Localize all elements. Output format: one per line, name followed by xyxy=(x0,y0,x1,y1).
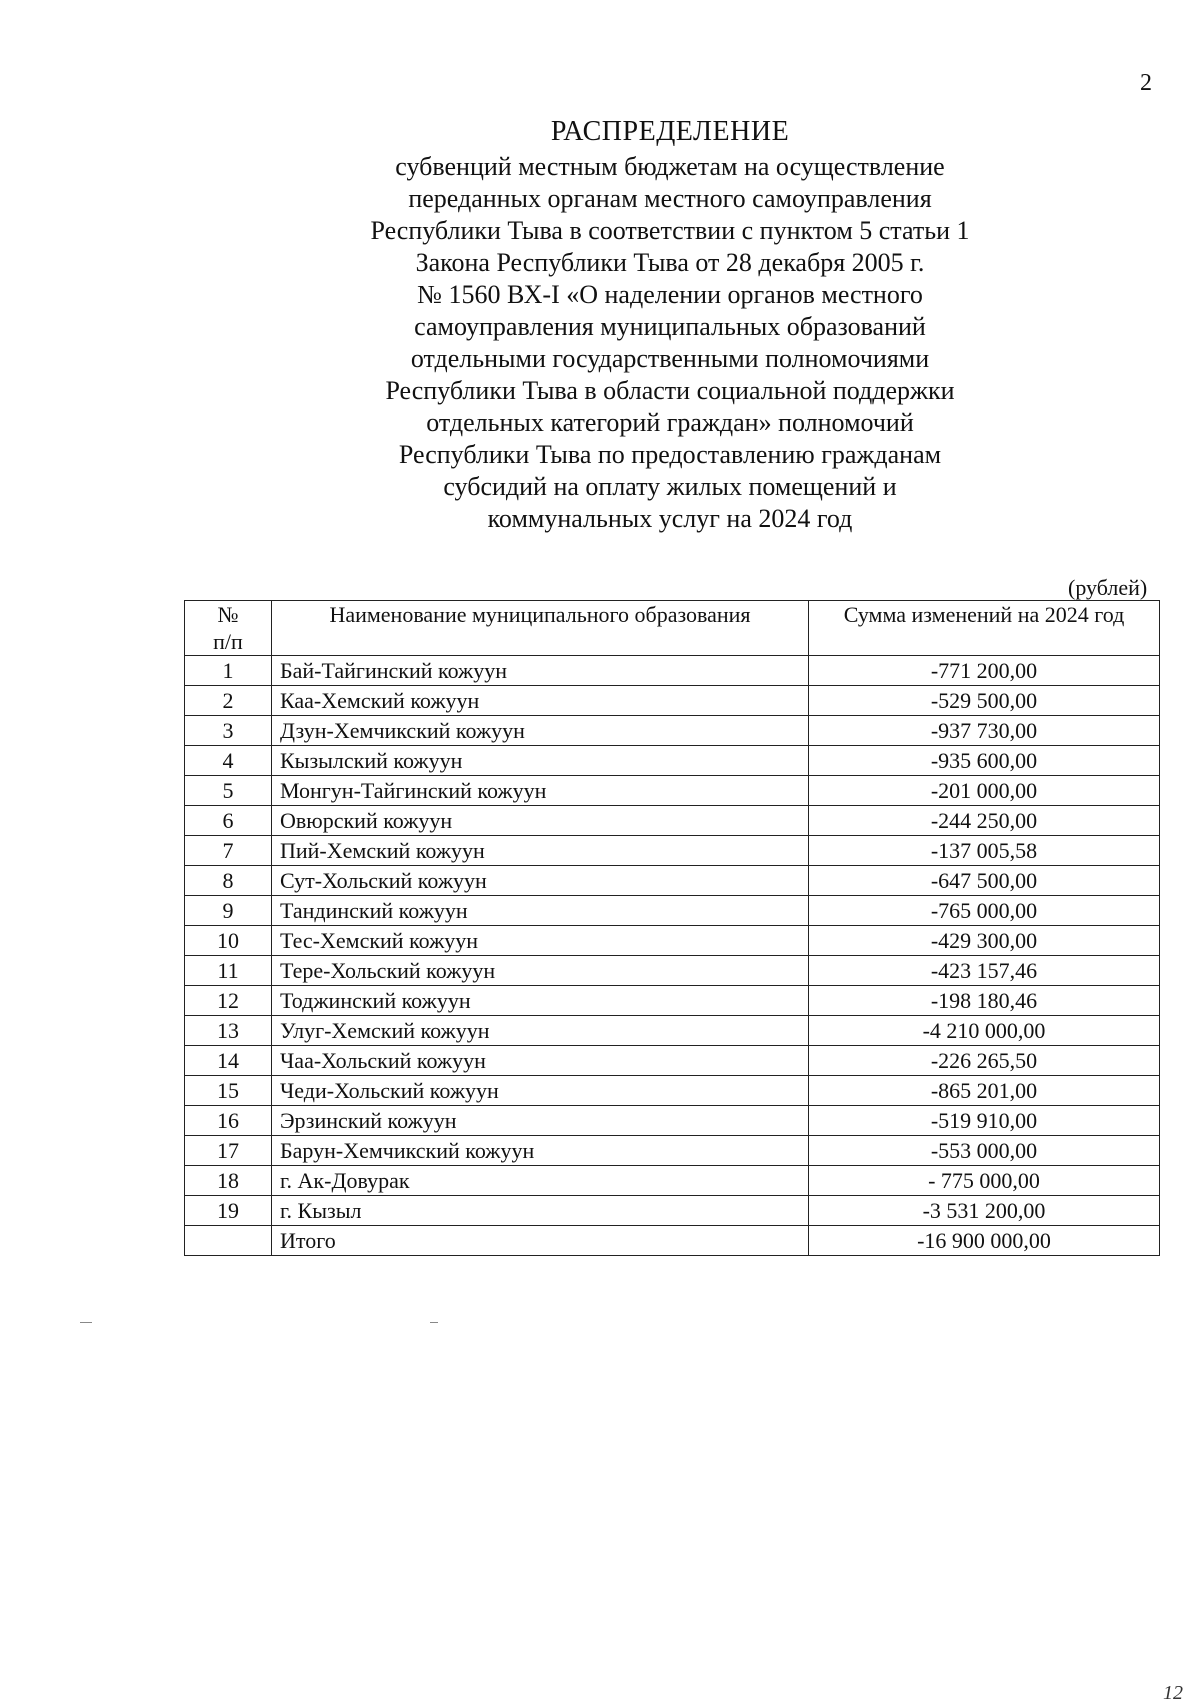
table-row xyxy=(185,1076,1160,1106)
row-sum: -771 200,00 xyxy=(809,656,1160,686)
row-name: Тере-Хольский кожуун xyxy=(272,956,809,986)
row-sum: -137 005,58 xyxy=(809,836,1160,866)
table-header-row xyxy=(185,601,1160,656)
row-number: 14 xyxy=(185,1046,272,1076)
row-number: 9 xyxy=(185,896,272,926)
row-number: 7 xyxy=(185,836,272,866)
table-row xyxy=(185,836,1160,866)
row-sum: -529 500,00 xyxy=(809,686,1160,716)
scan-mark xyxy=(430,1322,438,1323)
row-sum: -553 000,00 xyxy=(809,1136,1160,1166)
row-name: Тоджинский кожуун xyxy=(272,986,809,1016)
total-label: Итого xyxy=(272,1226,809,1256)
page-number: 2 xyxy=(1140,70,1152,96)
subtitle-line: коммунальных услуг на 2024 год xyxy=(487,504,853,533)
row-number: 5 xyxy=(185,776,272,806)
table-row xyxy=(185,806,1160,836)
row-sum: -244 250,00 xyxy=(809,806,1160,836)
table-row xyxy=(185,986,1160,1016)
subtitle-line: субвенций местным бюджетам на осуществление xyxy=(395,152,945,181)
row-sum: - 775 000,00 xyxy=(809,1166,1160,1196)
row-sum: -935 600,00 xyxy=(809,746,1160,776)
header-number-line2: п/п xyxy=(213,629,243,654)
table-row xyxy=(185,656,1160,686)
subtitle-line: самоуправления муниципальных образований xyxy=(414,312,926,341)
row-name: Тандинский кожуун xyxy=(272,896,809,926)
row-sum: -226 265,50 xyxy=(809,1046,1160,1076)
row-number: 15 xyxy=(185,1076,272,1106)
table-row xyxy=(185,1196,1160,1226)
document-title-block xyxy=(310,115,1030,535)
table-row xyxy=(185,1046,1160,1076)
row-sum: -423 157,46 xyxy=(809,956,1160,986)
row-name: Монгун-Тайгинский кожуун xyxy=(272,776,809,806)
row-name: Бай-Тайгинский кожуун xyxy=(272,656,809,686)
total-sum: -16 900 000,00 xyxy=(809,1226,1160,1256)
subtitle-line: Республики Тыва в соответствии с пунктом 5 статьи 1 xyxy=(370,216,970,245)
row-number: 1 xyxy=(185,656,272,686)
subtitle-line: Республики Тыва в области социальной поддержки xyxy=(385,376,955,405)
row-sum: -198 180,46 xyxy=(809,986,1160,1016)
table-row xyxy=(185,866,1160,896)
subtitle-line: Республики Тыва по предоставлению гражданам xyxy=(398,440,942,469)
row-sum: -429 300,00 xyxy=(809,926,1160,956)
row-sum: -937 730,00 xyxy=(809,716,1160,746)
row-sum: -519 910,00 xyxy=(809,1106,1160,1136)
row-name: Чеди-Хольский кожуун xyxy=(272,1076,809,1106)
table-row xyxy=(185,1136,1160,1166)
row-sum: -865 201,00 xyxy=(809,1076,1160,1106)
row-name: Эрзинский кожуун xyxy=(272,1106,809,1136)
row-name: Каа-Хемский кожуун xyxy=(272,686,809,716)
row-name: г. Кызыл xyxy=(272,1196,809,1226)
subtitle-line: отдельных категорий граждан» полномочий xyxy=(426,408,914,437)
row-sum: -4 210 000,00 xyxy=(809,1016,1160,1046)
distribution-table xyxy=(184,600,1160,1256)
row-number: 12 xyxy=(185,986,272,1016)
subtitle-line: субсидий на оплату жилых помещений и xyxy=(443,472,897,501)
header-number-line1: № xyxy=(217,602,239,627)
table-row xyxy=(185,1166,1160,1196)
row-number: 19 xyxy=(185,1196,272,1226)
row-name: Улуг-Хемский кожуун xyxy=(272,1016,809,1046)
row-sum: -647 500,00 xyxy=(809,866,1160,896)
row-name: Чаа-Хольский кожуун xyxy=(272,1046,809,1076)
row-name: Кызылский кожуун xyxy=(272,746,809,776)
total-row xyxy=(185,1226,1160,1256)
margin-note: 12 xyxy=(1163,1682,1183,1704)
row-number: 3 xyxy=(185,716,272,746)
row-sum: -3 531 200,00 xyxy=(809,1196,1160,1226)
row-number: 10 xyxy=(185,926,272,956)
table-row xyxy=(185,686,1160,716)
subtitle-line: № 1560 ВХ-I «О наделении органов местного xyxy=(417,280,923,309)
header-name: Наименование муниципального образования xyxy=(272,601,809,656)
row-number: 13 xyxy=(185,1016,272,1046)
table-row xyxy=(185,956,1160,986)
row-name: г. Ак-Довурак xyxy=(272,1166,809,1196)
row-sum: -765 000,00 xyxy=(809,896,1160,926)
subtitle-line: отдельными государственными полномочиями xyxy=(410,344,930,373)
row-name: Тес-Хемский кожуун xyxy=(272,926,809,956)
row-name: Сут-Хольский кожуун xyxy=(272,866,809,896)
table-row xyxy=(185,896,1160,926)
units-label: (рублей) xyxy=(1068,575,1148,600)
row-number: 6 xyxy=(185,806,272,836)
table-row xyxy=(185,716,1160,746)
scan-mark xyxy=(80,1322,92,1323)
row-number: 11 xyxy=(185,956,272,986)
row-number: 4 xyxy=(185,746,272,776)
row-number: 17 xyxy=(185,1136,272,1166)
row-number: 2 xyxy=(185,686,272,716)
header-sum: Сумма изменений на 2024 год xyxy=(809,601,1160,656)
document-title: РАСПРЕДЕЛЕНИЕ xyxy=(550,116,790,147)
row-name: Овюрский кожуун xyxy=(272,806,809,836)
row-sum: -201 000,00 xyxy=(809,776,1160,806)
subtitle-line: переданных органам местного самоуправления xyxy=(408,184,932,213)
total-number xyxy=(185,1226,272,1256)
row-number: 16 xyxy=(185,1106,272,1136)
row-name: Пий-Хемский кожуун xyxy=(272,836,809,866)
table-row xyxy=(185,926,1160,956)
table-row xyxy=(185,1016,1160,1046)
header-number xyxy=(185,601,272,656)
table-row xyxy=(185,776,1160,806)
table-row xyxy=(185,746,1160,776)
subtitle-line: Закона Республики Тыва от 28 декабря 2005 г. xyxy=(415,248,925,277)
row-number: 18 xyxy=(185,1166,272,1196)
row-name: Дзун-Хемчикский кожуун xyxy=(272,716,809,746)
row-number: 8 xyxy=(185,866,272,896)
row-name: Барун-Хемчикский кожуун xyxy=(272,1136,809,1166)
table-row xyxy=(185,1106,1160,1136)
